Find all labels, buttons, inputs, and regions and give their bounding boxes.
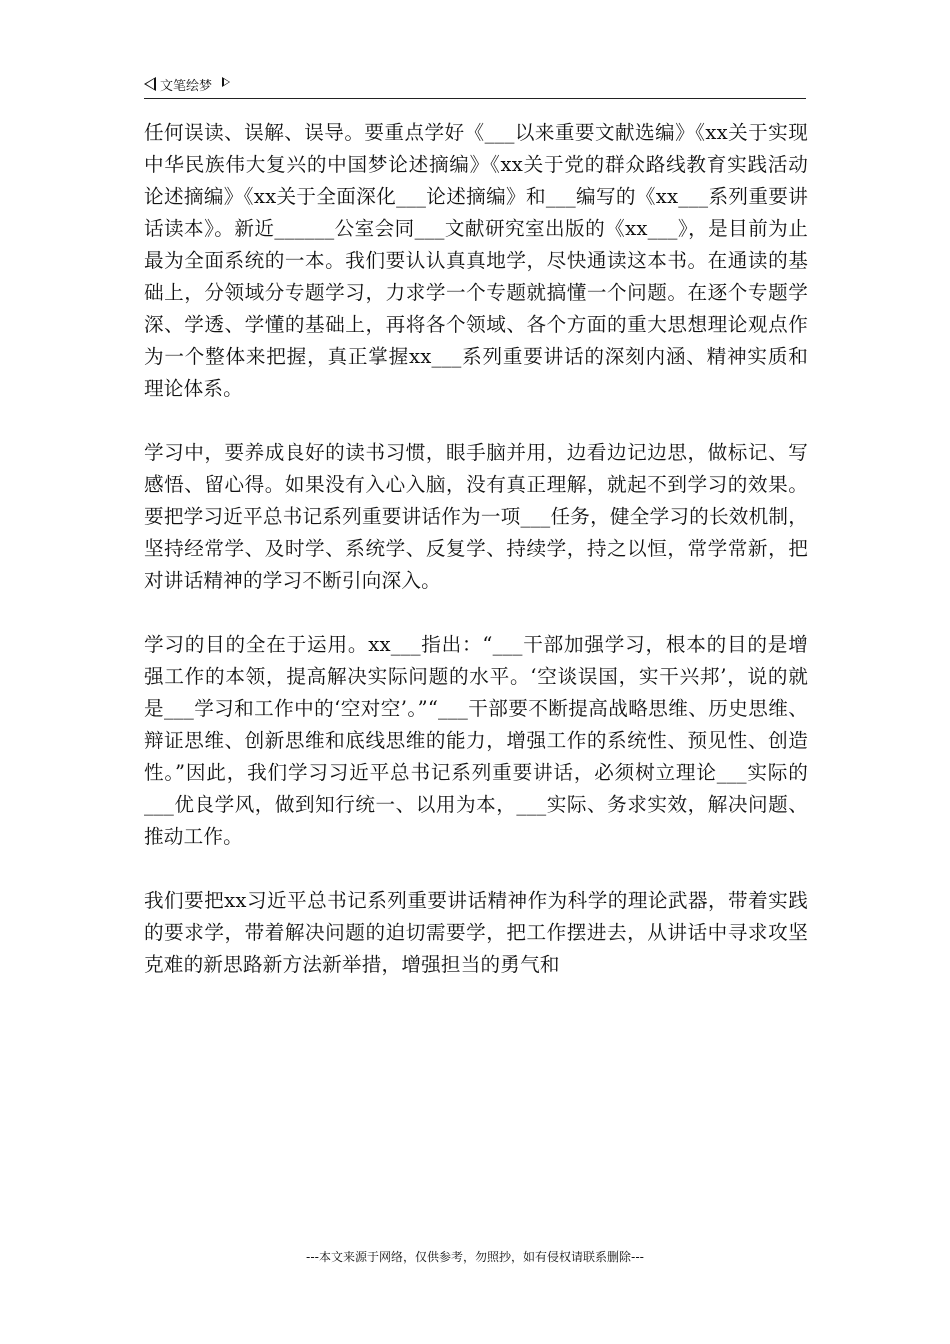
header-brand-group: [144, 74, 230, 94]
triangle-right-icon: [222, 77, 230, 87]
page-header: [144, 74, 806, 99]
paragraph-4: 我们要把xx习近平总书记系列重要讲话精神作为科学的理论武器，带着实践的要求学，带着解决问题的迫切需要学，把工作摆进去，从讲话中寻求攻坚克难的新思路新方法新举措，增强担当的勇气和: [144, 889, 808, 976]
paragraph-1: 任何误读、误解、误导。要重点学好《___以来重要文献选编》《xx关于实现中华民族伟大复兴的中国梦论述摘编》《xx关于党的群众路线教育实践活动论述摘编》《xx关于全面深化___论述摘编》和___编写的《xx___系列重要讲话读本》。新近______公室会同___文献研究室出版的《xx___》，是目前为止最为全面系统的一本。我们要认认真真地学，尽快通读这本书。在通读的基础上，分领域分专题学习，力求学一个专题就搞懂一个问题。在逐个专题学深、学透、学懂的基础上，再将各个领域、各个方面的重大思想理论观点作为一个整体来把握，真正掌握xx___系列重要讲话的深刻内涵、精神实质和理论体系。: [144, 121, 808, 400]
document-body: [144, 117, 808, 981]
footer-notice: ---本文来源于网络，仅供参考，勿照抄，如有侵权请联系删除---: [306, 1250, 644, 1264]
header-brand: 文笔绘梦: [160, 78, 213, 94]
paragraph-3: 学习的目的全在于运用。xx___指出：“___干部加强学习，根本的目的是增强工作的本领，提高解决实际问题的水平。‘空谈误国，实干兴邦’，说的就是___学习和工作中的‘空对空’。”“___干部要不断提高战略思维、历史思维、辩证思维、创新思维和底线思维的能力，增强工作的系统性、预见性、创造性。”因此，我们学习习近平总书记系列重要讲话，必须树立理论___实际的___优良学风，做到知行统一、以用为本，___实际、务求实效，解决问题、推动工作。: [144, 633, 808, 848]
triangle-left-icon: [144, 77, 156, 91]
paragraph-2: 学习中，要养成良好的读书习惯，眼手脑并用，边看边记边思，做标记、写感悟、留心得。如果没有入心入脑，没有真正理解，就起不到学习的效果。要把学习近平总书记系列重要讲话作为一项___任务，健全学习的长效机制，坚持经常学、及时学、系统学、反复学、持续学，持之以恒，常学常新，把对讲话精神的学习不断引向深入。: [144, 441, 808, 592]
